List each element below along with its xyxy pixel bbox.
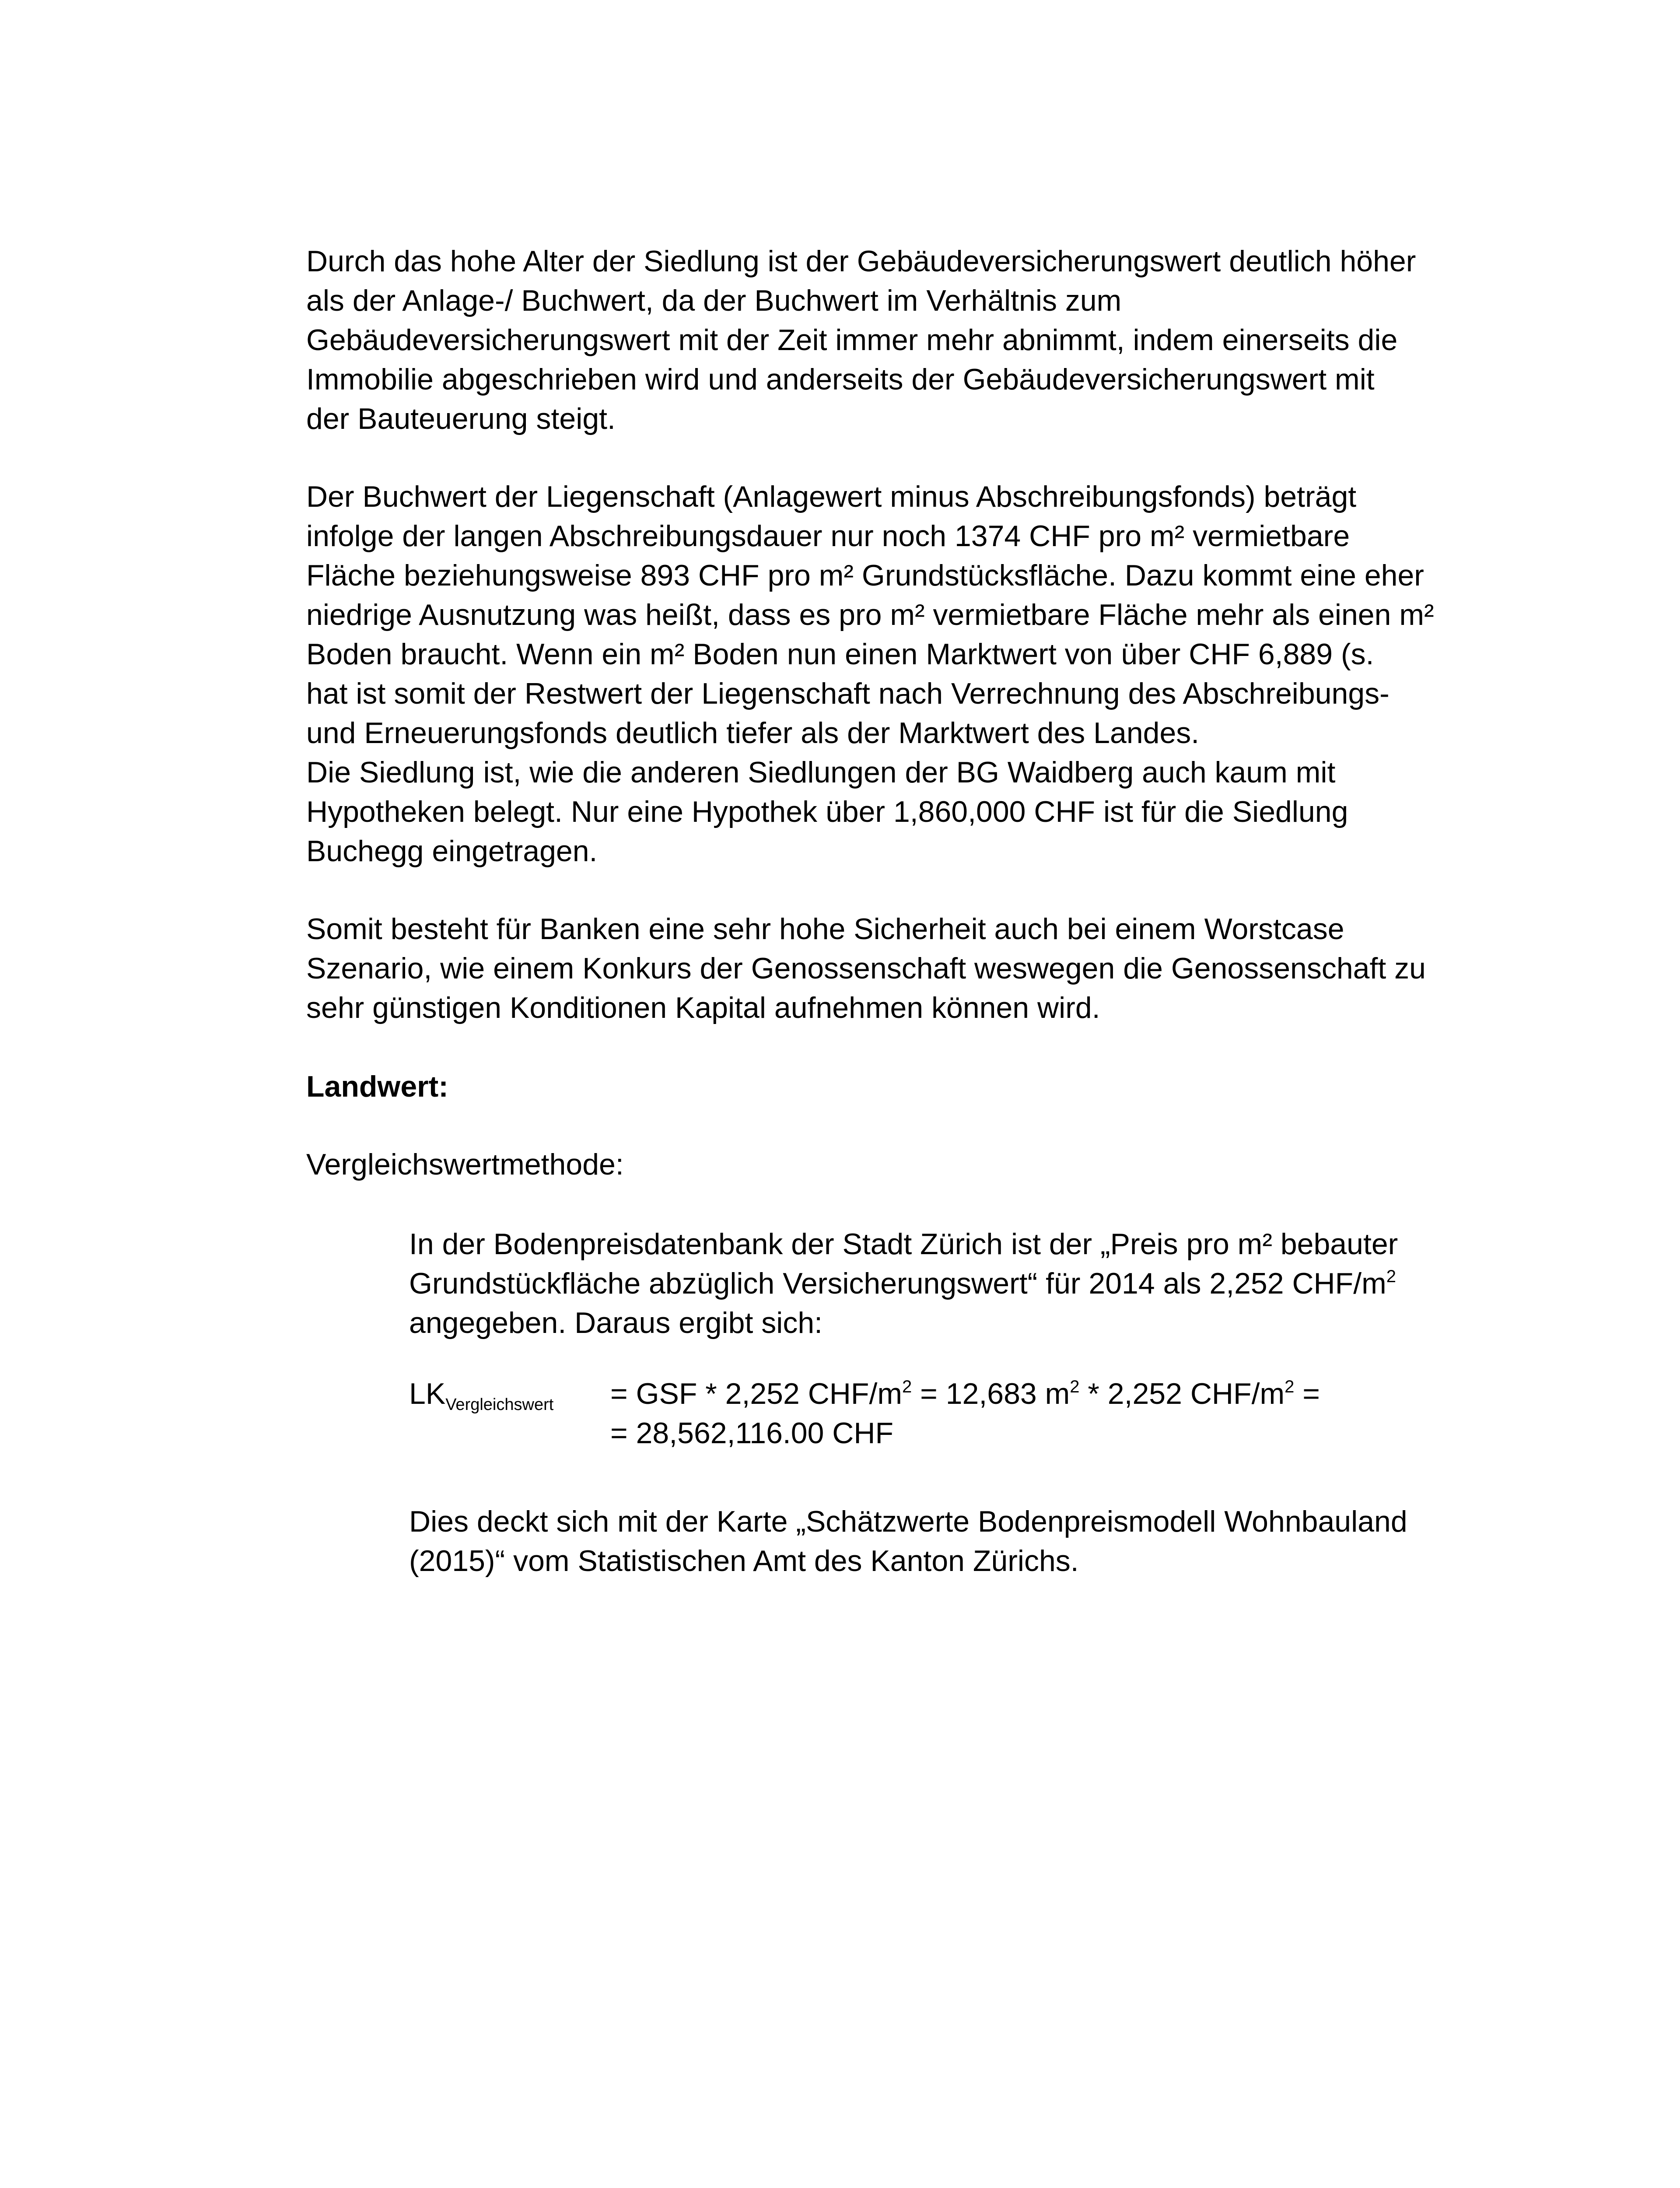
superscript: 2 bbox=[1070, 1377, 1080, 1396]
formula-line-1 bbox=[610, 1374, 1320, 1413]
text-line: Immobilie abgeschrieben wird und anderseits der Gebäudeversicherungswert mit bbox=[306, 363, 1375, 396]
text-line: Gebäudeversicherungswert mit der Zeit immer mehr abnimmt, indem einerseits die bbox=[306, 323, 1398, 357]
text-line: sehr günstigen Konditionen Kapital aufnehmen können wird. bbox=[306, 991, 1100, 1024]
text-line: Hypotheken belegt. Nur eine Hypothek über 1,860,000 CHF ist für die Siedlung bbox=[306, 795, 1348, 828]
text-fragment: = bbox=[1294, 1377, 1320, 1410]
text-line: Fläche beziehungsweise 893 CHF pro m² Grundstücksfläche. Dazu kommt eine eher bbox=[306, 559, 1424, 592]
text-line: (2015)“ vom Statistischen Amt des Kanton Zürichs. bbox=[409, 1544, 1079, 1578]
formula-symbol bbox=[409, 1374, 553, 1424]
text-line: angegeben. Daraus ergibt sich: bbox=[409, 1306, 823, 1339]
superscript: 2 bbox=[1386, 1267, 1396, 1286]
indented-intro bbox=[409, 1224, 1503, 1343]
section-heading: Landwert: bbox=[306, 1070, 448, 1103]
text-line: hat ist somit der Restwert der Liegenschaft nach Verrechnung des Abschreibungs- bbox=[306, 677, 1390, 710]
text-fragment: Grundstückfläche abzüglich Versicherungswert“ für 2014 als 2,252 CHF/m bbox=[409, 1267, 1386, 1300]
text-line: niedrige Ausnutzung was heißt, dass es pro m² vermietbare Fläche mehr als einen m² bbox=[306, 598, 1434, 631]
paragraph-book-value bbox=[306, 477, 1496, 871]
superscript: 2 bbox=[902, 1377, 912, 1396]
text-fragment: * 2,252 CHF/m bbox=[1079, 1377, 1285, 1410]
closing-paragraph bbox=[409, 1502, 1503, 1581]
text-fragment: = 12,683 m bbox=[912, 1377, 1070, 1410]
text-line: Somit besteht für Banken eine sehr hohe Sicherheit auch bei einem Worstcase bbox=[306, 912, 1344, 946]
text-line: Durch das hohe Alter der Siedlung ist der Gebäudeversicherungswert deutlich höher bbox=[306, 245, 1416, 278]
text-line: Boden braucht. Wenn ein m² Boden nun einen Marktwert von über CHF 6,889 (s. bbox=[306, 638, 1374, 671]
text-line: Dies deckt sich mit der Karte „Schätzwerte Bodenpreismodell Wohnbauland bbox=[409, 1505, 1407, 1538]
formula-lk: LK bbox=[409, 1377, 446, 1410]
text-line: Buchegg eingetragen. bbox=[306, 835, 598, 868]
text-line: Szenario, wie einem Konkurs der Genossenschaft weswegen die Genossenschaft zu bbox=[306, 952, 1426, 985]
paragraph-bank-security bbox=[306, 909, 1496, 1027]
method-label: Vergleichswertmethode: bbox=[306, 1148, 624, 1181]
formula-line-2: = 28,562,116.00 CHF bbox=[610, 1417, 894, 1450]
text-line: infolge der langen Abschreibungsdauer nur noch 1374 CHF pro m² vermietbare bbox=[306, 519, 1350, 553]
superscript: 2 bbox=[1284, 1377, 1295, 1396]
text-line: Die Siedlung ist, wie die anderen Siedlungen der BG Waidberg auch kaum mit bbox=[306, 756, 1336, 789]
text-line bbox=[409, 1264, 1503, 1303]
formula-subscript: Vergleichswert bbox=[445, 1396, 554, 1414]
paragraph-insurance-value bbox=[306, 242, 1496, 438]
text-fragment: = GSF * 2,252 CHF/m bbox=[610, 1377, 902, 1410]
text-line: In der Bodenpreisdatenbank der Stadt Zürich ist der „Preis pro m² bebauter bbox=[409, 1227, 1398, 1261]
text-line: als der Anlage-/ Buchwert, da der Buchwert im Verhältnis zum bbox=[306, 284, 1122, 317]
text-line: und Erneuerungsfonds deutlich tiefer als der Marktwert des Landes. bbox=[306, 716, 1200, 750]
text-line: der Bauteuerung steigt. bbox=[306, 402, 616, 435]
text-line: Der Buchwert der Liegenschaft (Anlagewert minus Abschreibungsfonds) beträgt bbox=[306, 480, 1357, 513]
